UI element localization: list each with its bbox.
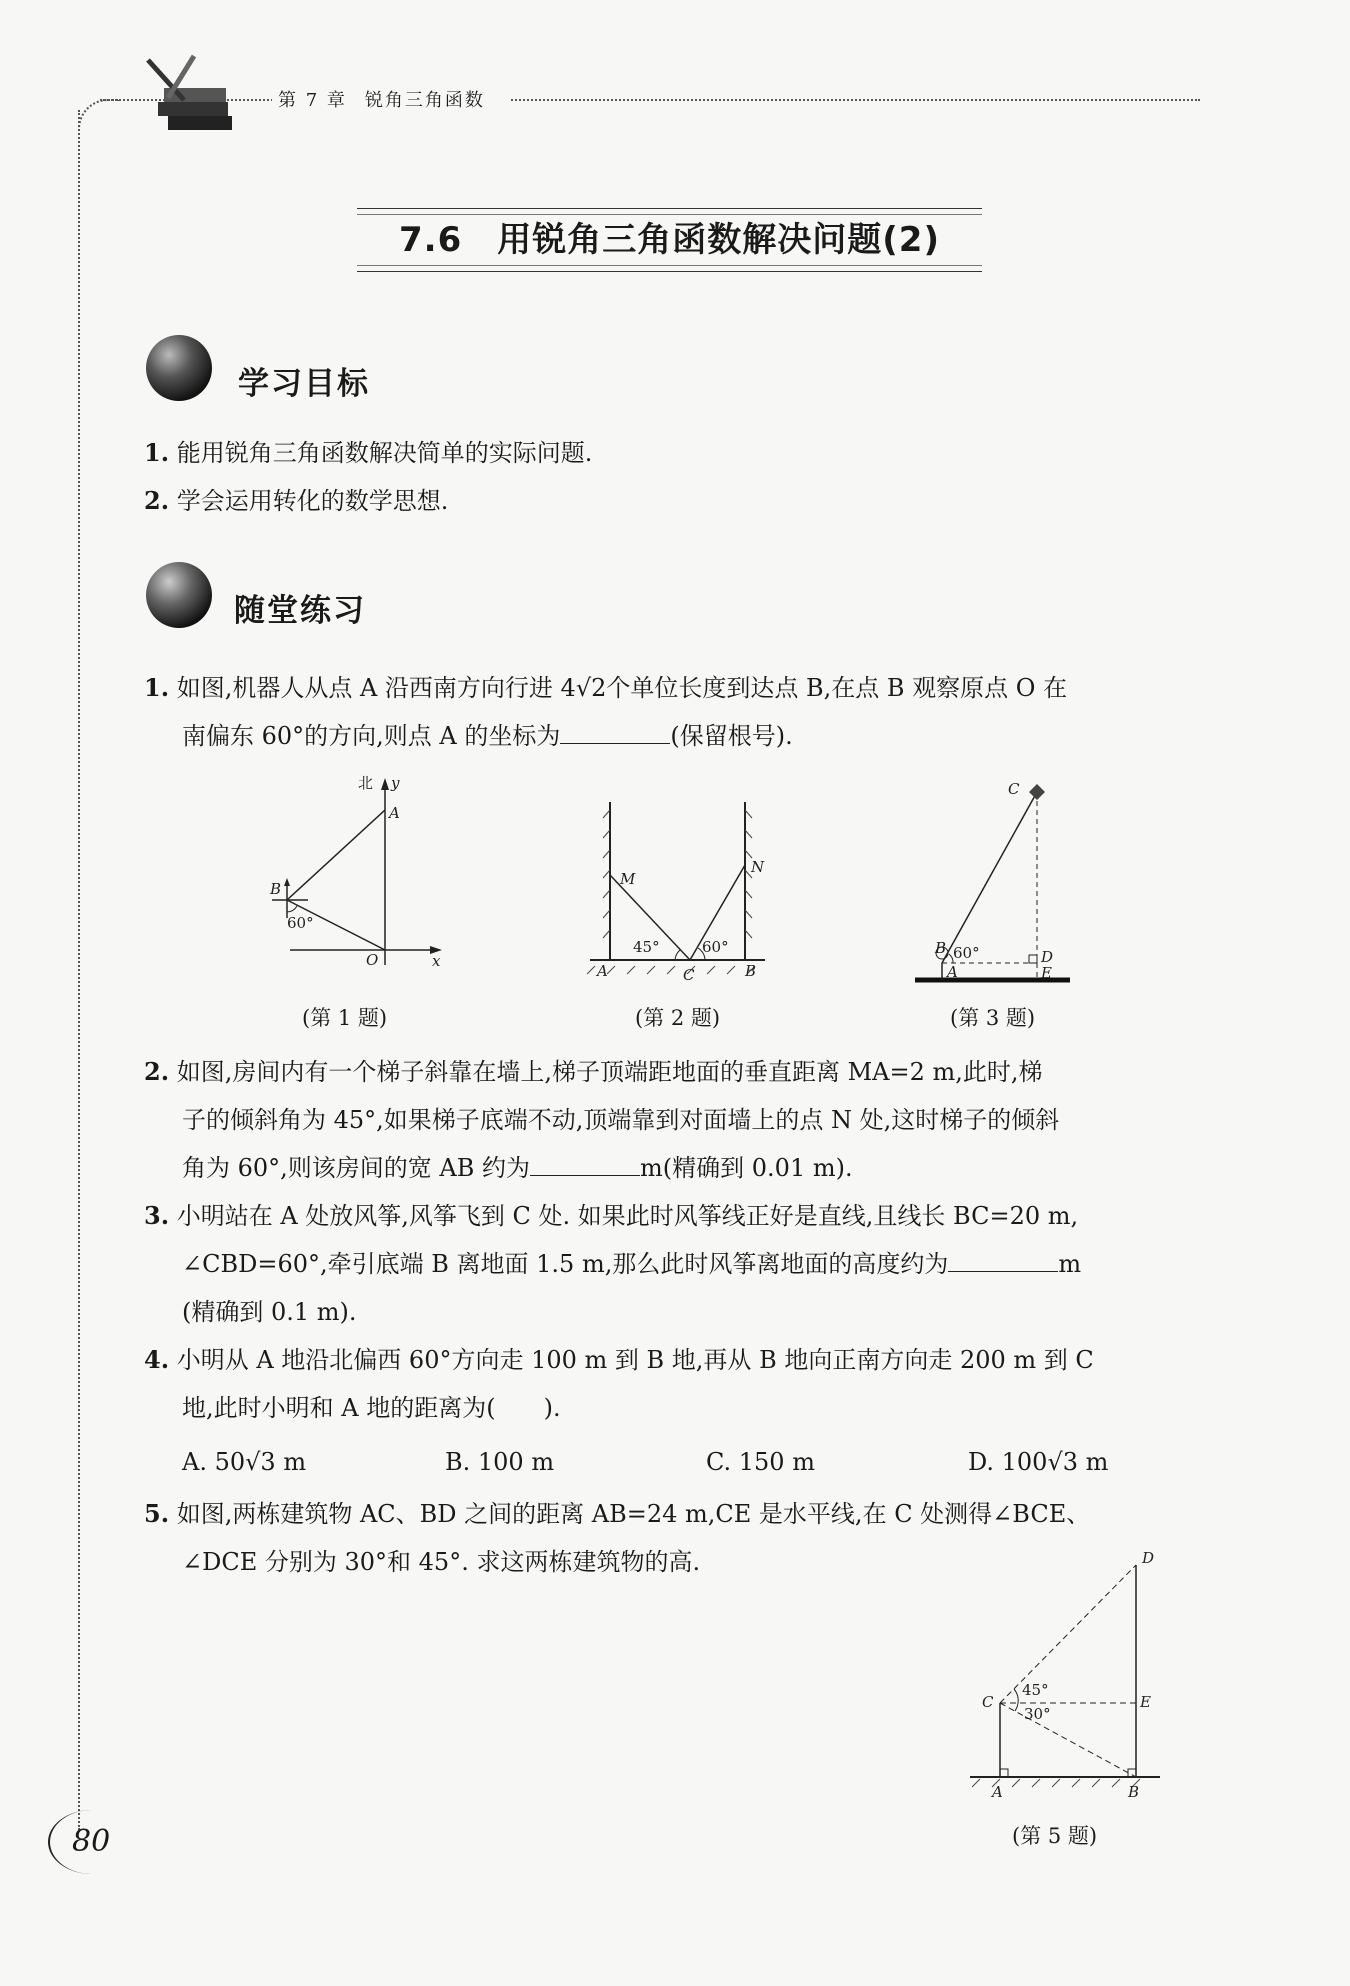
option-a[interactable]: A. 50√3 m xyxy=(182,1448,307,1476)
figure-5 xyxy=(960,1545,1160,1805)
fig5-angle-45: 45° xyxy=(1022,1681,1049,1699)
fig2-angle-45: 45° xyxy=(633,938,660,956)
question-2-line-3: 角为 60°,则该房间的宽 AB 约为 m(精确到 0.01 m). xyxy=(182,1154,853,1182)
fig2-point-a: A xyxy=(597,962,608,980)
figure-3 xyxy=(905,770,1095,995)
fig3-point-e: E xyxy=(1041,964,1052,982)
header-border-corner xyxy=(78,99,120,131)
fig5-point-c: C xyxy=(982,1693,994,1711)
page-number: 80 xyxy=(48,1810,136,1874)
section-title-practice: 随堂练习 xyxy=(234,593,366,629)
fig1-angle: 60° xyxy=(287,914,314,932)
question-2-line-1: 2. 如图,房间内有一个梯子斜靠在墙上,梯子顶端距地面的垂直距离 MA=2 m,此时,梯 xyxy=(144,1057,1043,1086)
option-c[interactable]: C. 150 m xyxy=(706,1448,815,1476)
fig1-north-label: 北 xyxy=(358,774,374,792)
caption-fig2: (第 2 题) xyxy=(635,1006,721,1030)
question-4-line-1: 4. 小明从 A 地沿北偏西 60°方向走 100 m 到 B 地,再从 B 地向正南方向走 200 m 到 C xyxy=(144,1345,1094,1374)
fig5-point-d: D xyxy=(1142,1549,1155,1567)
books-icon xyxy=(138,52,238,142)
margin-dotted-line xyxy=(78,110,80,1830)
globe-icon xyxy=(146,562,212,628)
fig5-point-e: E xyxy=(1140,1693,1151,1711)
sphere-icon xyxy=(146,335,212,401)
fig3-point-d: D xyxy=(1041,948,1054,966)
answer-blank[interactable] xyxy=(560,721,670,744)
fig2-angle-60: 60° xyxy=(702,938,729,956)
section-title-goals: 学习目标 xyxy=(238,366,370,402)
fig2-point-n: N xyxy=(751,858,765,876)
fig1-y-label: y xyxy=(391,774,400,792)
figure-1 xyxy=(260,770,450,980)
fig5-angle-30: 30° xyxy=(1024,1705,1051,1723)
running-header xyxy=(272,86,509,112)
question-4-line-2: 地,此时小明和 A 地的距离为( ). xyxy=(182,1394,561,1422)
header-dotted-line xyxy=(100,99,1200,101)
chapter-label: 第 7 章 xyxy=(278,90,347,111)
fig5-point-a: A xyxy=(992,1783,1003,1801)
topic-label: 锐角三角函数 xyxy=(364,90,485,111)
fig2-point-m: M xyxy=(620,870,636,888)
question-3-line-2: ∠CBD=60°,牵引底端 B 离地面 1.5 m,那么此时风筝离地面的高度约为 m xyxy=(182,1250,1082,1278)
question-3-line-3: (精确到 0.1 m). xyxy=(182,1298,357,1326)
fig1-x-label: x xyxy=(432,952,441,970)
caption-fig3: (第 3 题) xyxy=(950,1006,1036,1030)
lesson-title: 7.6 用锐角三角函数解决问题(2) xyxy=(357,214,982,266)
answer-blank[interactable] xyxy=(948,1249,1058,1272)
fig1-point-b: B xyxy=(270,880,282,898)
fig2-point-b: B xyxy=(745,962,757,980)
fig5-point-b: B xyxy=(1128,1783,1140,1801)
caption-fig1: (第 1 题) xyxy=(302,1006,388,1030)
question-5-line-1: 5. 如图,两栋建筑物 AC、BD 之间的距离 AB=24 m,CE 是水平线,在 C 处测得∠BCE、 xyxy=(144,1499,1091,1528)
option-d[interactable]: D. 100√3 m xyxy=(968,1448,1109,1476)
fig3-point-a: A xyxy=(947,963,958,981)
question-5-line-2: ∠DCE 分别为 30°和 45°. 求这两栋建筑物的高. xyxy=(182,1548,701,1576)
fig3-point-b: B xyxy=(935,939,947,957)
lesson-title-box xyxy=(357,208,982,272)
goal-item: 2. 学会运用转化的数学思想. xyxy=(144,486,449,515)
fig1-point-o: O xyxy=(366,951,379,969)
figure-2 xyxy=(585,800,775,990)
question-1-line-1: 1. 如图,机器人从点 A 沿西南方向行进 4√2个单位长度到达点 B,在点 B 观察原点 O 在 xyxy=(144,673,1068,702)
question-1-line-2: 南偏东 60°的方向,则点 A 的坐标为 (保留根号). xyxy=(182,722,793,750)
fig1-point-a: A xyxy=(389,804,400,822)
fig3-point-c: C xyxy=(1008,780,1020,798)
option-b[interactable]: B. 100 m xyxy=(445,1448,555,1476)
caption-fig5: (第 5 题) xyxy=(1012,1824,1098,1848)
answer-blank[interactable] xyxy=(530,1153,640,1176)
fig3-angle-60: 60° xyxy=(953,944,980,962)
question-3-line-1: 3. 小明站在 A 处放风筝,风筝飞到 C 处. 如果此时风筝线正好是直线,且线长 BC=20 m, xyxy=(144,1201,1079,1230)
question-2-line-2: 子的倾斜角为 45°,如果梯子底端不动,顶端靠到对面墙上的点 N 处,这时梯子的倾斜 xyxy=(182,1106,1060,1134)
fig2-point-c: C xyxy=(683,966,695,984)
goal-item: 1. 能用锐角三角函数解决简单的实际问题. xyxy=(144,438,593,467)
